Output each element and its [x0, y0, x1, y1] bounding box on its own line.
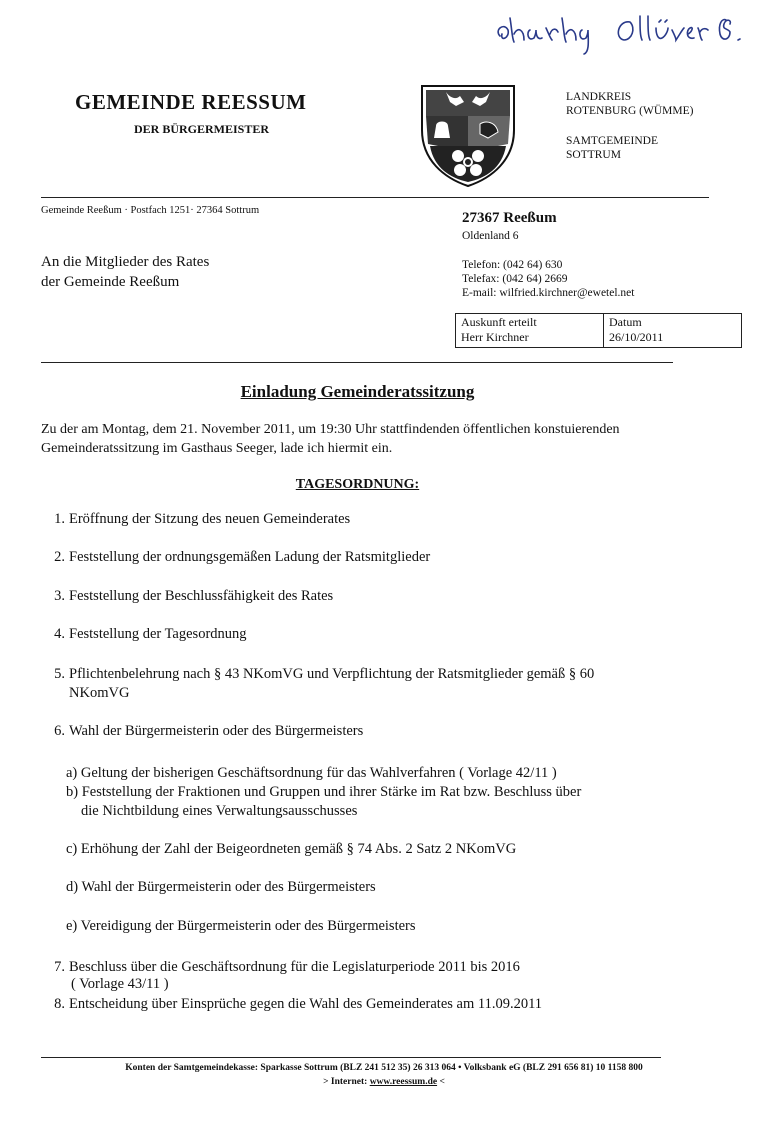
municipality-line: SAMTGEMEINDE: [566, 135, 658, 147]
agenda-subitem: a) Geltung der bisherigen Geschäftsordnung für das Wahlverfahren ( Vorlage 42/11 ): [66, 765, 557, 781]
municipality-line: SOTTRUM: [566, 149, 621, 161]
agenda-item: [41, 625, 701, 647]
agenda-item: [41, 548, 701, 570]
agenda-number: 4.: [54, 626, 65, 642]
agenda-subitem: die Nichtbildung eines Verwaltungsausschusses: [81, 803, 358, 819]
contact-block: [462, 258, 634, 300]
info-label: Datum: [609, 315, 642, 329]
fax: Telefax: (042 64) 2669: [462, 273, 568, 285]
agenda-text: Beschluss über die Geschäftsordnung für die Legislaturperiode 2011 bis 2016: [69, 959, 520, 975]
header-divider: [41, 197, 709, 198]
handwritten-note: [490, 8, 760, 60]
address-street: Oldenland 6: [462, 230, 519, 242]
district-block: [566, 90, 693, 162]
agenda-number: 8.: [54, 996, 65, 1012]
agenda-number: 5.: [54, 666, 65, 682]
agenda-text: Entscheidung über Einsprüche gegen die Wahl des Gemeinderates am 11.09.2011: [69, 996, 543, 1012]
info-label: Auskunft erteilt: [461, 315, 537, 329]
recipient-block: [41, 252, 209, 292]
agenda-item: [41, 510, 701, 532]
org-subtitle: DER BÜRGERMEISTER: [134, 122, 270, 136]
coat-of-arms-icon: [416, 72, 520, 188]
footer-internet: [0, 1077, 768, 1087]
agenda-text: Eröffnung der Sitzung des neuen Gemeinderates: [69, 511, 351, 527]
district-line: LANDKREIS: [566, 91, 632, 103]
address-divider: [41, 362, 673, 363]
agenda-text: NKomVG: [69, 685, 130, 701]
agenda-text: Feststellung der Beschlussfähigkeit des Rates: [69, 588, 334, 604]
recipient-line: der Gemeinde Reeßum: [41, 274, 180, 290]
phone: Telefon: (042 64) 630: [462, 259, 563, 271]
agenda-item: [41, 722, 701, 744]
document-title: Einladung Gemeinderatssitzung: [240, 382, 475, 401]
agenda-item: [41, 665, 701, 705]
agenda-item: [41, 958, 701, 998]
info-cell-contact: [456, 314, 604, 347]
info-value: 26/10/2011: [609, 330, 664, 344]
agenda-number: 2.: [54, 549, 65, 565]
intro-line: Zu der am Montag, dem 21. November 2011, um 19:30 Uhr stattfindenden öffentlichen konstuierenden: [41, 422, 620, 437]
agenda-item: [41, 995, 701, 1017]
footer-internet-suffix: <: [437, 1077, 445, 1087]
agenda-number: 1.: [54, 511, 65, 527]
footer-bank-accounts: Konten der Samtgemeindekasse: Sparkasse Sottrum (BLZ 241 512 35) 26 313 064 • Volksbank eG (BLZ 291 656 81) 10 1158 800: [125, 1063, 643, 1073]
agenda-subitem: e) Vereidigung der Bürgermeisterin oder des Bürgermeisters: [66, 918, 416, 934]
org-title: GEMEINDE REESSUM: [75, 90, 307, 114]
email: E-mail: wilfried.kirchner@ewetel.net: [462, 287, 635, 299]
sender-line: Gemeinde Reeßum · Postfach 1251· 27364 Sottrum: [41, 205, 260, 216]
info-value: Herr Kirchner: [461, 330, 529, 344]
intro-paragraph: [41, 420, 721, 458]
footer-internet-prefix: > Internet:: [323, 1077, 370, 1087]
intro-line: Gemeinderatssitzung im Gasthaus Seeger, lade ich hiermit ein.: [41, 441, 393, 456]
agenda-subitem: d) Wahl der Bürgermeisterin oder des Bürgermeisters: [66, 879, 376, 895]
info-cell-date: [604, 314, 668, 347]
agenda-text: Pflichtenbelehrung nach § 43 NKomVG und Verpflichtung der Ratsmitglieder gemäß § 60: [69, 666, 595, 682]
agenda-text: Wahl der Bürgermeisterin oder des Bürgermeisters: [69, 723, 364, 739]
address-block: [462, 210, 557, 242]
address-city: 27367 Reeßum: [462, 210, 557, 226]
footer-divider: [41, 1057, 661, 1058]
agenda-subitem: b) Feststellung der Fraktionen und Gruppen und ihrer Stärke im Rat bzw. Beschluss über: [66, 784, 582, 800]
agenda-item: [41, 587, 701, 609]
agenda-subitem: c) Erhöhung der Zahl der Beigeordneten gemäß § 74 Abs. 2 Satz 2 NKomVG: [66, 841, 517, 857]
agenda-text: ( Vorlage 43/11 ): [71, 976, 169, 992]
agenda-text: Feststellung der ordnungsgemäßen Ladung der Ratsmitglieder: [69, 549, 431, 565]
info-box: [455, 313, 742, 348]
agenda-text: Feststellung der Tagesordnung: [69, 626, 247, 642]
agenda-number: 3.: [54, 588, 65, 604]
district-line: ROTENBURG (WÜMME): [566, 105, 694, 117]
agenda-number: 6.: [54, 723, 65, 739]
agenda-heading: TAGESORDNUNG:: [295, 477, 420, 492]
agenda-number: 7.: [54, 959, 65, 975]
recipient-line: An die Mitglieder des Rates: [41, 254, 210, 270]
website-link[interactable]: www.reessum.de: [369, 1077, 438, 1087]
